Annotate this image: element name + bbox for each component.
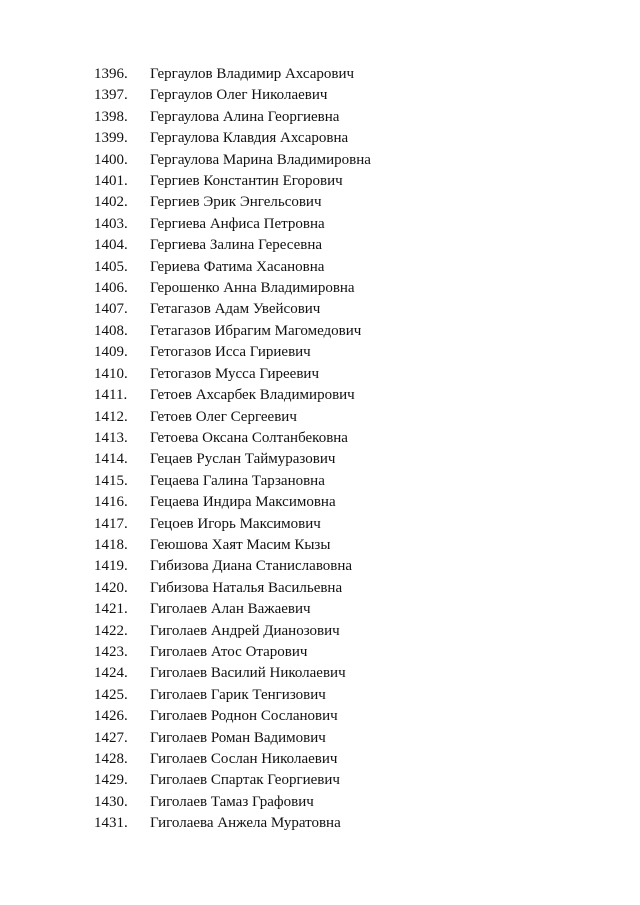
list-item: [0, 578, 640, 599]
entry-number: 1397.: [94, 87, 128, 104]
entry-number: 1398.: [94, 108, 128, 125]
list-item: [0, 706, 640, 727]
entry-name: Геюшова Хаят Масим Кызы: [150, 536, 331, 553]
entry-number: 1412.: [94, 408, 128, 425]
entry-number: 1416.: [94, 494, 128, 511]
list-item: [0, 321, 640, 342]
entry-number: 1403.: [94, 215, 128, 232]
entry-number: 1400.: [94, 151, 128, 168]
entry-name: Гетоев Ахсарбек Владимирович: [150, 387, 355, 404]
entry-name: Гергаулова Марина Владимировна: [150, 151, 371, 168]
list-item: [0, 770, 640, 791]
entry-number: 1417.: [94, 515, 128, 532]
entry-number: 1421.: [94, 601, 128, 618]
entry-name: Гецаева Галина Тарзановна: [150, 472, 325, 489]
list-item: [0, 299, 640, 320]
entry-name: Гериева Фатима Хасановна: [150, 258, 325, 275]
entry-number: 1424.: [94, 665, 128, 682]
list-item: [0, 514, 640, 535]
list-item: [0, 85, 640, 106]
entry-number: 1426.: [94, 708, 128, 725]
list-item: [0, 342, 640, 363]
entry-name: Гиголаева Анжела Муратовна: [150, 815, 341, 832]
entry-name: Гергаулова Алина Георгиевна: [150, 108, 340, 125]
entry-name: Гиголаев Атос Отарович: [150, 643, 308, 660]
entry-number: 1402.: [94, 194, 128, 211]
entry-name: Гецоев Игорь Максимович: [150, 515, 321, 532]
entry-number: 1411.: [94, 387, 128, 404]
list-item: [0, 621, 640, 642]
entry-number: 1413.: [94, 429, 128, 446]
list-item: [0, 813, 640, 834]
entry-name: Гиголаев Алан Важаевич: [150, 601, 311, 618]
list-item: [0, 471, 640, 492]
entry-number: 1431.: [94, 815, 128, 832]
entry-name: Гергиева Залина Гересевна: [150, 237, 323, 254]
entry-number: 1405.: [94, 258, 128, 275]
entry-name: Гиголаев Андрей Дианозович: [150, 622, 340, 639]
list-item: [0, 492, 640, 513]
entry-number: 1409.: [94, 344, 128, 361]
entry-name: Гибизова Диана Станиславовна: [150, 558, 353, 575]
entry-number: 1407.: [94, 301, 128, 318]
entry-name: Гетогазов Исса Гириевич: [150, 344, 311, 361]
entry-name: Гиголаев Роднон Сосланович: [150, 708, 338, 725]
entry-name: Гергиева Анфиса Петровна: [150, 215, 325, 232]
list-item: [0, 642, 640, 663]
entry-number: 1427.: [94, 729, 128, 746]
entry-number: 1410.: [94, 365, 128, 382]
entry-name: Герошенко Анна Владимировна: [150, 280, 355, 297]
list-item: [0, 150, 640, 171]
entry-number: 1408.: [94, 322, 128, 339]
entry-number: 1418.: [94, 536, 128, 553]
entry-name: Гетоева Оксана Солтанбековна: [150, 429, 348, 446]
list-item: [0, 128, 640, 149]
list-item: [0, 257, 640, 278]
list-item: [0, 535, 640, 556]
entry-name: Гиголаев Сослан Николаевич: [150, 751, 338, 767]
list-item: [0, 728, 640, 749]
entry-name: Гиголаев Спартак Георгиевич: [150, 772, 340, 789]
entry-name: Гиголаев Тамаз Графович: [150, 793, 314, 810]
list-item: [0, 385, 640, 406]
list-item: [0, 235, 640, 256]
entry-number: 1423.: [94, 643, 128, 660]
list-item: [0, 556, 640, 577]
entry-number: 1404.: [94, 237, 128, 254]
entry-number: 1420.: [94, 579, 128, 596]
list-item: [0, 428, 640, 449]
entry-number: 1401.: [94, 173, 128, 190]
entry-name: Гергаулов Олег Николаевич: [150, 87, 328, 104]
list-item: [0, 214, 640, 235]
list-item: [0, 171, 640, 192]
entry-name: Гиголаев Роман Вадимович: [150, 729, 326, 746]
entry-number: 1399.: [94, 130, 128, 147]
entry-number: 1419.: [94, 558, 128, 575]
list-item: [0, 107, 640, 128]
entry-number: 1396.: [94, 66, 128, 82]
list-item: [0, 449, 640, 470]
list-item: [0, 278, 640, 299]
entry-name: Гецаева Индира Максимовна: [150, 494, 336, 511]
list-item: [0, 599, 640, 620]
entry-name: Гиголаев Василий Николаевич: [150, 665, 346, 682]
entry-number: 1429.: [94, 772, 128, 789]
list-item: [0, 64, 640, 85]
entry-name: Гергиев Константин Егорович: [150, 173, 343, 190]
entry-number: 1428.: [94, 751, 128, 767]
entry-name: Гергиев Эрик Энгельсович: [150, 194, 322, 211]
list-item: [0, 749, 640, 770]
list-item: [0, 792, 640, 813]
entry-name: Гергаулова Клавдия Ахсаровна: [150, 130, 349, 147]
list-item: [0, 663, 640, 684]
name-list: [0, 64, 640, 835]
entry-number: 1415.: [94, 472, 128, 489]
entry-name: Гетагазов Адам Увейсович: [150, 301, 321, 318]
list-item: [0, 685, 640, 706]
entry-name: Гибизова Наталья Васильевна: [150, 579, 343, 596]
entry-number: 1406.: [94, 280, 128, 297]
list-item: [0, 192, 640, 213]
entry-name: Гиголаев Гарик Тенгизович: [150, 686, 326, 703]
entry-number: 1422.: [94, 622, 128, 639]
entry-number: 1414.: [94, 451, 128, 468]
entry-name: Гетагазов Ибрагим Магомедович: [150, 322, 362, 339]
entry-name: Гергаулов Владимир Ахсарович: [150, 66, 355, 82]
entry-name: Гетогазов Мусса Гиреевич: [150, 365, 319, 382]
entry-number: 1430.: [94, 793, 128, 810]
entry-number: 1425.: [94, 686, 128, 703]
entry-name: Гетоев Олег Сергеевич: [150, 408, 297, 425]
list-item: [0, 364, 640, 385]
entry-name: Гецаев Руслан Таймуразович: [150, 451, 336, 468]
list-item: [0, 407, 640, 428]
